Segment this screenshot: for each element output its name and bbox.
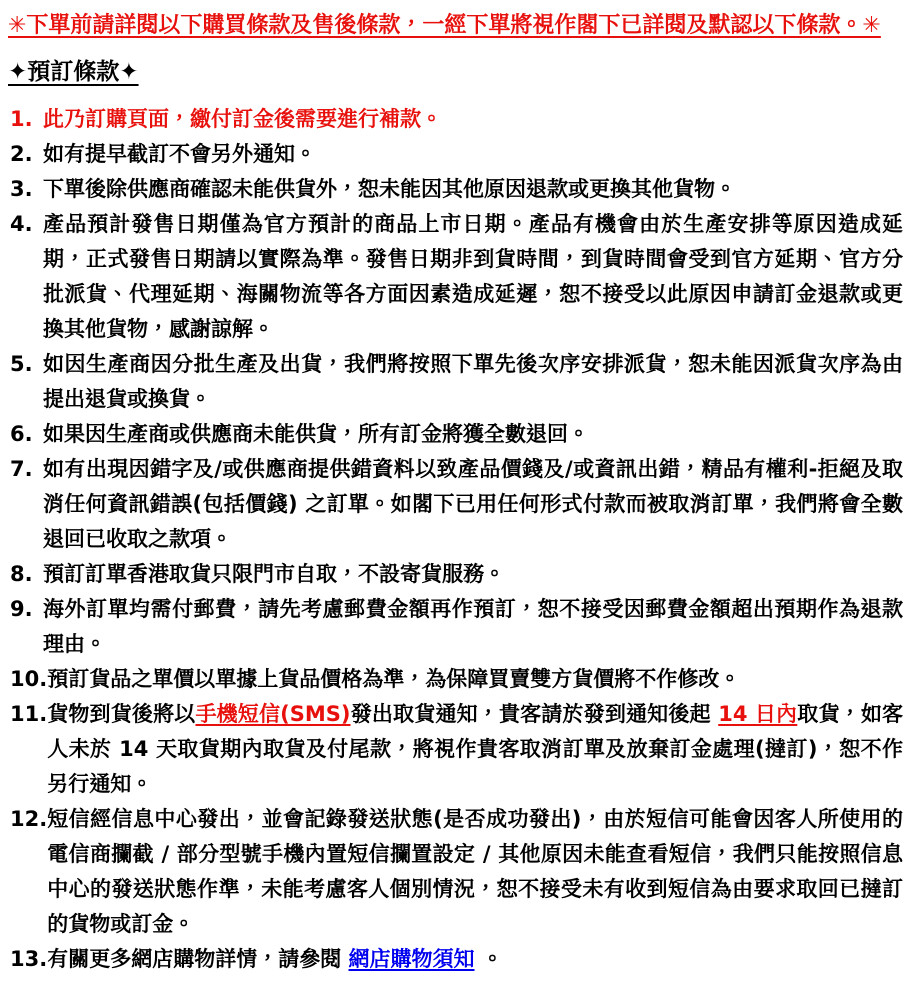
term-item-5 [8, 347, 903, 417]
term-number: 13. [10, 947, 48, 972]
text-segment: 預訂貨品之單價以單據上貨品價格為準，為保障買賣雙方貨價將不作修改。 [47, 667, 741, 692]
text-segment: 下單後除供應商確認未能供貨外，恕未能因其他原因退款或更換其他貨物。 [43, 177, 736, 202]
term-text [47, 697, 903, 802]
term-text [43, 172, 903, 207]
text-segment: 預訂訂單香港取貨只限門市自取，不設寄貨服務。 [43, 562, 505, 587]
term-number: 1. [10, 107, 33, 132]
purchase-notice-header: ✳下單前請詳閱以下購買條款及售後條款，一經下單將視作閣下已詳閱及默認以下條款。✳ [8, 13, 881, 38]
term-number: 6. [10, 422, 33, 447]
text-segment: 有關更多網店購物詳情，請參閱 [47, 947, 349, 972]
term-text [43, 137, 903, 172]
term-number: 7. [10, 457, 33, 482]
term-number: 5. [10, 352, 33, 377]
term-item-10 [8, 662, 903, 697]
term-number: 3. [10, 177, 33, 202]
term-item-4 [8, 207, 903, 347]
term-text [43, 347, 903, 417]
text-segment: 如果因生產商或供應商未能供貨，所有訂金將獲全數退回。 [43, 422, 589, 447]
section-title: ✦預訂條款✦ [8, 58, 139, 85]
term-item-9 [8, 592, 903, 662]
term-number: 4. [10, 212, 33, 237]
term-item-2 [8, 137, 903, 172]
term-text [43, 417, 903, 452]
terms-list [8, 102, 903, 977]
term-number: 8. [10, 562, 33, 587]
text-segment: 如有提早截訂不會另外通知。 [43, 142, 316, 167]
text-segment: 如有出現因錯字及/或供應商提供錯資料以致產品價錢及/或資訊出錯，精品有權利-拒絕及取消任何資訊錯誤(包括價錢) 之訂單。如閣下已用任何形式付款而被取消訂單，我們將會全數退回已收取之款項。 [43, 457, 903, 552]
text-segment: 海外訂單均需付郵費，請先考慮郵費金額再作預訂，恕不接受因郵費金額超出預期作為退款理由。 [43, 597, 903, 657]
term-item-12 [8, 802, 903, 942]
text-segment: 。 [474, 947, 503, 972]
text-segment: 產品預計發售日期僅為官方預計的商品上市日期。產品有機會由於生產安排等原因造成延期，正式發售日期請以實際為準。發售日期非到貨時間，到貨時間會受到官方延期、官方分批派貨、代理延期、海關物流等各方面因素造成延遲，恕不接受以此原因申請訂金退款或更換其他貨物，感謝諒解。 [43, 212, 903, 342]
term-item-11 [8, 697, 903, 802]
red-underline-highlight: 手機短信(SMS) [195, 702, 351, 727]
text-segment: 如因生產商因分批生產及出貨，我們將按照下單先後次序安排派貨，恕未能因派貨次序為由提出退貨或換貨。 [43, 352, 903, 412]
shop-guide-link[interactable]: 網店購物須知 [348, 947, 475, 972]
term-text [43, 557, 903, 592]
text-segment: 此乃訂購頁面，繳付訂金後需要進行補款。 [43, 107, 442, 132]
term-number: 2. [10, 142, 33, 167]
term-number: 9. [10, 597, 33, 622]
text-segment: 發出取貨通知，貴客請於發到通知後起 [350, 702, 719, 727]
term-number: 12. [10, 807, 48, 832]
term-number: 11. [10, 702, 48, 727]
term-item-1 [8, 102, 903, 137]
term-text [43, 207, 903, 347]
term-item-3 [8, 172, 903, 207]
text-segment: 取貨，如客人未於 14 天取貨期內取貨及付尾款，將視作貴客取消訂單及放棄訂金處理(撻訂)，恕不作另行通知。 [47, 702, 904, 797]
red-underline-highlight: 14 日內 [718, 702, 798, 727]
term-text [43, 102, 903, 137]
text-segment: 貨物到貨後將以 [47, 702, 196, 727]
term-text [43, 452, 903, 557]
term-item-7 [8, 452, 903, 557]
term-item-8 [8, 557, 903, 592]
term-text [47, 802, 903, 942]
text-segment: 短信經信息中心發出，並會記錄發送狀態(是否成功發出)，由於短信可能會因客人所使用的電信商攔截 / 部分型號手機內置短信攔置設定 / 其他原因未能查看短信，我們只能按照信息中心的發送狀態作準，未能考慮客人個別情況，恕不接受未有收到短信為由要求取回已撻訂的貨物或訂金。 [47, 807, 903, 937]
term-text [47, 662, 903, 697]
term-item-6 [8, 417, 903, 452]
term-text [43, 592, 903, 662]
term-number: 10. [10, 667, 48, 692]
